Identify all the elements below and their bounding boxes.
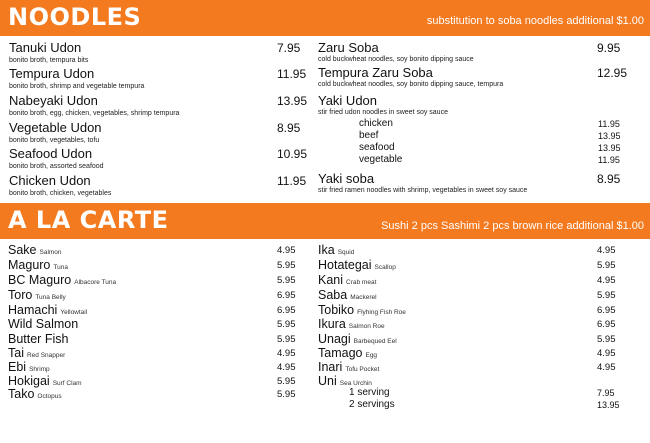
- item-english-name: Flyhing Fish Roe: [357, 309, 406, 316]
- item-price: 8.95: [597, 172, 621, 186]
- item-price: 4.95: [597, 245, 616, 256]
- item-description: bonito broth, vegetables, tofu: [9, 137, 100, 144]
- item-name: Tempura Zaru Soba: [318, 65, 433, 80]
- item-description: bonito broth, egg, chicken, vegetables, shrimp tempura: [9, 110, 180, 117]
- item-price: 6.95: [597, 319, 616, 330]
- item-name: Toro: [8, 288, 33, 302]
- option-price: 13.95: [598, 143, 621, 153]
- item-description: stir fried udon noodles in sweet soy sauce: [318, 109, 448, 116]
- item-english-name: Egg: [365, 352, 378, 359]
- option-price: 13.95: [597, 400, 620, 410]
- item-name: BC Maguro: [8, 273, 72, 287]
- item-price: 6.95: [597, 305, 616, 316]
- item-price: 4.95: [277, 348, 296, 359]
- a-la-carte-title: A LA CARTE: [8, 206, 169, 234]
- a-la-carte-note: Sushi 2 pcs Sashimi 2 pcs brown rice additional $1.00: [381, 220, 644, 232]
- item-price: 12.95: [597, 66, 628, 80]
- item-description: bonito broth, tempura bits: [9, 57, 89, 64]
- item-price: 6.95: [277, 290, 296, 301]
- item-price: 11.95: [277, 174, 307, 188]
- item-name: Chicken Udon: [9, 173, 91, 188]
- item-name: Ebi: [8, 360, 27, 374]
- option-name: beef: [359, 130, 379, 141]
- noodles-header: [0, 0, 650, 36]
- item-name: Tako: [8, 387, 35, 401]
- item-name: Tempura Udon: [9, 66, 95, 81]
- item-english-name: Tofu Pocket: [345, 366, 380, 373]
- option-price: 7.95: [597, 388, 615, 398]
- item-description: bonito broth, chicken, vegetables: [9, 190, 112, 197]
- item-name: Hamachi: [8, 303, 58, 317]
- item-english-name: Salmon Roe: [348, 323, 385, 330]
- item-description: stir fried ramen noodles with shrimp, vegetables in sweet soy sauce: [318, 187, 528, 194]
- item-name: Tai: [8, 346, 24, 360]
- item-price: 4.95: [597, 362, 616, 373]
- item-price: 5.95: [597, 290, 616, 301]
- item-english-name: Albacore Tuna: [74, 279, 117, 286]
- item-price: 5.95: [277, 376, 296, 387]
- item-description: cold buckwheat noodles, soy bonito dipping sauce, tempura: [318, 81, 504, 88]
- option-price: 11.95: [598, 119, 620, 129]
- item-name: Ika: [318, 243, 335, 257]
- noodles-note: substitution to soba noodles additional $1.00: [426, 15, 644, 27]
- item-price: 9.95: [597, 41, 621, 55]
- item-name: Seafood Udon: [9, 146, 93, 161]
- item-price: 5.95: [277, 389, 296, 400]
- option-price: 13.95: [598, 131, 621, 141]
- item-name: Ikura: [318, 317, 346, 331]
- option-name: chicken: [359, 118, 393, 129]
- item-name: Kani: [318, 273, 344, 287]
- item-name: Unagi: [318, 332, 351, 346]
- option-name: 2 servings: [349, 399, 395, 410]
- item-name: Tamago: [318, 346, 363, 360]
- item-name: Uni: [318, 374, 337, 388]
- item-price: 13.95: [277, 94, 308, 108]
- option-name: vegetable: [359, 154, 403, 165]
- item-price: 4.95: [277, 362, 296, 373]
- watermark: zomato: [228, 408, 359, 443]
- item-price: 5.95: [277, 319, 296, 330]
- item-english-name: Sea Urchin: [339, 380, 372, 387]
- item-english-name: Scallop: [374, 264, 396, 271]
- item-english-name: Surf Clam: [52, 380, 82, 387]
- item-description: cold buckwheat noodles, soy bonito dipping sauce: [318, 56, 474, 63]
- item-price: 10.95: [277, 147, 308, 161]
- item-english-name: Crab meat: [346, 279, 377, 286]
- item-price: 4.95: [597, 275, 616, 286]
- item-english-name: Salmon: [39, 249, 62, 256]
- item-english-name: Yellowtail: [60, 309, 88, 316]
- item-english-name: Mackerel: [350, 294, 377, 301]
- option-name: seafood: [359, 142, 395, 153]
- item-name: Nabeyaki Udon: [9, 93, 98, 108]
- item-name: Wild Salmon: [8, 317, 79, 331]
- item-price: 5.95: [597, 334, 616, 345]
- item-price: 4.95: [597, 348, 616, 359]
- noodles-title: NOODLES: [8, 3, 142, 31]
- item-name: Maguro: [8, 258, 51, 272]
- item-name: Hotategai: [318, 258, 372, 272]
- item-name: Hokigai: [8, 374, 50, 388]
- item-english-name: Octopus: [37, 393, 62, 400]
- item-english-name: Tuna Belly: [35, 294, 66, 301]
- item-price: 5.95: [277, 275, 296, 286]
- item-english-name: Red Snapper: [26, 352, 66, 359]
- item-english-name: Squid: [337, 249, 355, 256]
- item-description: bonito broth, assorted seafood: [9, 163, 104, 170]
- item-name: Vegetable Udon: [9, 120, 102, 135]
- item-english-name: Shrimp: [29, 366, 50, 373]
- item-name: Saba: [318, 288, 348, 302]
- item-price: 11.95: [277, 67, 307, 81]
- item-name: Zaru Soba: [318, 40, 379, 55]
- item-name: Tanuki Udon: [9, 40, 82, 55]
- option-name: 1 serving: [349, 387, 390, 398]
- item-english-name: Barbequed Eel: [353, 338, 397, 345]
- option-price: 11.95: [598, 155, 620, 165]
- item-name: Butter Fish: [8, 332, 69, 346]
- item-price: 5.95: [277, 260, 296, 271]
- item-price: 4.95: [277, 245, 296, 256]
- item-name: Sake: [8, 243, 37, 257]
- item-name: Inari: [318, 360, 343, 374]
- item-name: Tobiko: [318, 303, 355, 317]
- item-price: 8.95: [277, 121, 301, 135]
- item-name: Yaki soba: [318, 171, 375, 186]
- item-english-name: Tuna: [53, 264, 68, 271]
- item-price: 5.95: [597, 260, 616, 271]
- item-price: 6.95: [277, 305, 296, 316]
- item-price: 5.95: [277, 334, 296, 345]
- item-description: bonito broth, shrimp and vegetable tempura: [9, 83, 145, 90]
- item-name: Yaki Udon: [318, 93, 378, 108]
- item-price: 7.95: [277, 41, 301, 55]
